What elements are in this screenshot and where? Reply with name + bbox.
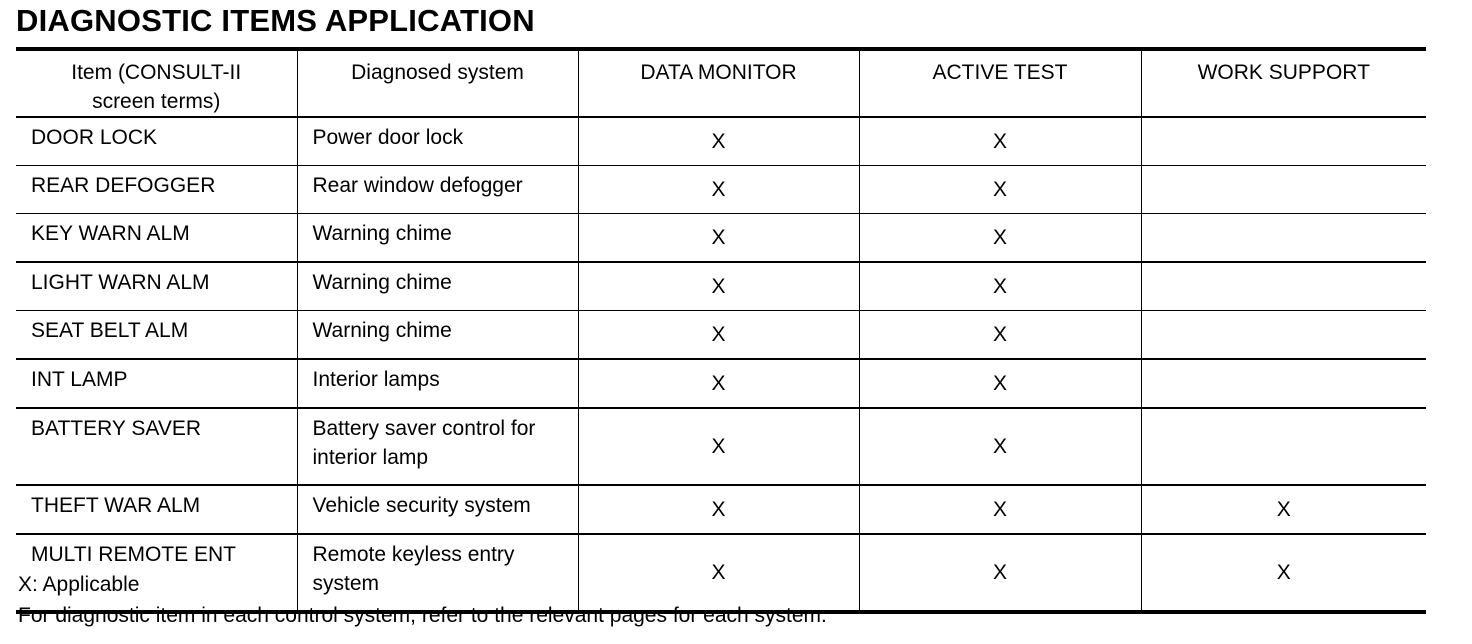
header-item-line2: screen terms) [92,90,221,113]
cell-active-test: X [859,214,1141,263]
cell-data-monitor: X [578,359,859,408]
cell-data-monitor: X [578,485,859,534]
cell-work-support [1141,311,1426,360]
cell-item: MULTI REMOTE ENT [16,534,297,612]
cell-system [297,166,578,214]
cell-system-line1: Battery saver control for [312,417,536,440]
cell-item: REAR DEFOGGER [16,166,297,214]
cell-active-test: X [859,262,1141,311]
cell-active-test: X [859,534,1141,612]
cell-data-monitor: X [578,166,859,214]
cell-data-monitor: X [578,311,859,360]
cell-data-monitor: X [578,408,859,485]
table-row [16,214,1426,263]
header-diagnosed-system: Diagnosed system [297,49,578,117]
cell-system-line1: Rear window defogger [312,174,523,197]
cell-system [297,311,578,360]
cell-work-support: X [1141,485,1426,534]
cell-system [297,485,578,534]
cell-system-line1: Warning chime [312,319,452,342]
cell-data-monitor: X [578,534,859,612]
cell-system [297,408,578,485]
cell-system-line1: Power door lock [312,126,464,149]
cell-work-support [1141,359,1426,408]
cell-item: THEFT WAR ALM [16,485,297,534]
diagnostic-items-table [16,47,1426,614]
cell-system-line2: system [312,572,380,595]
cell-work-support [1141,262,1426,311]
cell-item: KEY WARN ALM [16,214,297,263]
table-row [16,262,1426,311]
legend-note: X: Applicable [18,573,140,596]
table-row [16,311,1426,360]
cell-system [297,534,578,612]
cell-system [297,359,578,408]
cell-item: DOOR LOCK [16,117,297,166]
cell-active-test: X [859,408,1141,485]
cell-system-line2: interior lamp [312,446,429,469]
cell-data-monitor: X [578,262,859,311]
cell-item: INT LAMP [16,359,297,408]
cell-active-test: X [859,359,1141,408]
cell-system-line1: Vehicle security system [312,494,531,517]
header-item-line1: Item (CONSULT-II [71,61,242,84]
table-row [16,485,1426,534]
cell-system-line1: Warning chime [312,271,452,294]
cell-active-test: X [859,311,1141,360]
cell-system-line1: Warning chime [312,222,452,245]
table-row [16,166,1426,214]
table-row [16,534,1426,612]
cell-system-line1: Remote keyless entry [312,543,515,566]
table-header-row [16,49,1426,117]
cell-data-monitor: X [578,117,859,166]
cell-system-line1: Interior lamps [312,368,440,391]
cell-active-test: X [859,117,1141,166]
header-active-test: ACTIVE TEST [859,49,1141,117]
cell-system [297,262,578,311]
cell-item: LIGHT WARN ALM [16,262,297,311]
cell-active-test: X [859,485,1141,534]
page-title: DIAGNOSTIC ITEMS APPLICATION [16,3,535,38]
table-row [16,117,1426,166]
header-work-support: WORK SUPPORT [1141,49,1426,117]
cell-work-support: X [1141,534,1426,612]
cell-work-support [1141,166,1426,214]
reference-note: For diagnostic item in each control system, refer to the relevant pages for each system. [18,604,827,627]
header-data-monitor: DATA MONITOR [578,49,859,117]
cell-data-monitor: X [578,214,859,263]
cell-work-support [1141,214,1426,263]
cell-system [297,214,578,263]
table-row [16,359,1426,408]
cell-system [297,117,578,166]
header-item [16,49,297,117]
table-row [16,408,1426,485]
cell-item: SEAT BELT ALM [16,311,297,360]
cell-active-test: X [859,166,1141,214]
cell-work-support [1141,408,1426,485]
cell-work-support [1141,117,1426,166]
cell-item: BATTERY SAVER [16,408,297,485]
